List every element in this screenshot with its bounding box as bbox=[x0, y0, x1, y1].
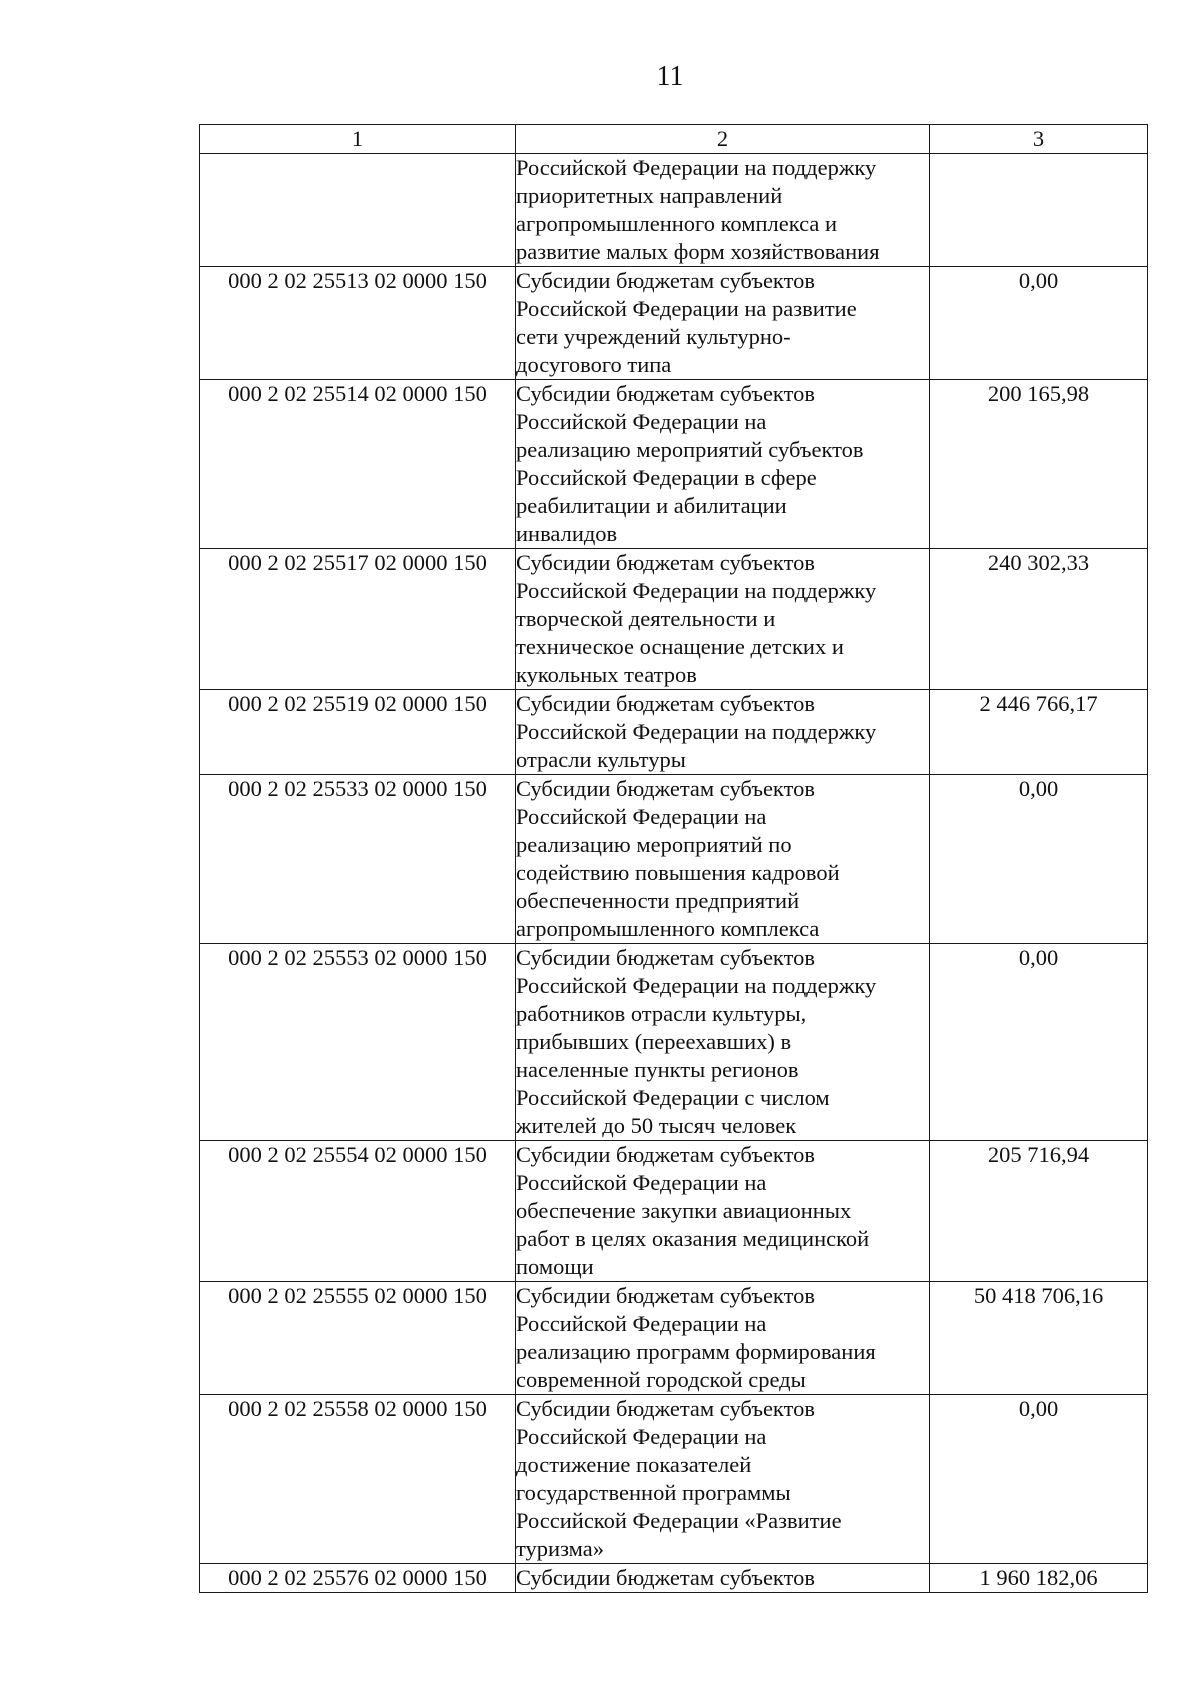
page-number: 11 bbox=[656, 61, 684, 92]
table-row bbox=[200, 1395, 1148, 1564]
description-cell: Субсидии бюджетам субъектов Российской Федерации на поддержку работников отрасли культуры, прибывших (переехавших) в населенные пункты регионов Российской Федерации с числом жителей до 50 тысяч человек bbox=[516, 944, 930, 1141]
amount-cell: 240 302,33 bbox=[930, 549, 1148, 690]
description-cell: Субсидии бюджетам субъектов Российской Федерации на поддержку отрасли культуры bbox=[516, 690, 930, 775]
amount-cell: 2 446 766,17 bbox=[930, 690, 1148, 775]
description-cell: Субсидии бюджетам субъектов bbox=[516, 1564, 930, 1593]
description-cell: Субсидии бюджетам субъектов Российской Федерации на реализацию мероприятий по содействию повышения кадровой обеспеченности предприятий агропромышленного комплекса bbox=[516, 775, 930, 944]
budget-code-cell: 000 2 02 25513 02 0000 150 bbox=[200, 267, 516, 380]
amount-cell: 0,00 bbox=[930, 267, 1148, 380]
amount-cell: 1 960 182,06 bbox=[930, 1564, 1148, 1593]
description-cell: Российской Федерации на поддержку приоритетных направлений агропромышленного комплекса и развитие малых форм хозяйствования bbox=[516, 154, 930, 267]
table-header-row bbox=[200, 125, 1148, 154]
table-row bbox=[200, 690, 1148, 775]
table-body bbox=[200, 154, 1148, 1593]
table-row bbox=[200, 380, 1148, 549]
amount-cell: 0,00 bbox=[930, 1395, 1148, 1564]
budget-code-cell: 000 2 02 25514 02 0000 150 bbox=[200, 380, 516, 549]
table-row bbox=[200, 1564, 1148, 1593]
budget-code-cell: 000 2 02 25553 02 0000 150 bbox=[200, 944, 516, 1141]
amount-cell: 50 418 706,16 bbox=[930, 1282, 1148, 1395]
description-cell: Субсидии бюджетам субъектов Российской Федерации на достижение показателей государственной программы Российской Федерации «Развитие туризма» bbox=[516, 1395, 930, 1564]
table-row bbox=[200, 154, 1148, 267]
amount-cell: 200 165,98 bbox=[930, 380, 1148, 549]
column-header-3: 3 bbox=[930, 125, 1148, 154]
budget-code-cell: 000 2 02 25554 02 0000 150 bbox=[200, 1141, 516, 1282]
table-row bbox=[200, 549, 1148, 690]
description-cell: Субсидии бюджетам субъектов Российской Федерации на развитие сети учреждений культурно- досугового типа bbox=[516, 267, 930, 380]
amount-cell: 0,00 bbox=[930, 944, 1148, 1141]
description-cell: Субсидии бюджетам субъектов Российской Федерации на обеспечение закупки авиационных работ в целях оказания медицинской помощи bbox=[516, 1141, 930, 1282]
description-cell: Субсидии бюджетам субъектов Российской Федерации на реализацию мероприятий субъектов Российской Федерации в сфере реабилитации и абилитации инвалидов bbox=[516, 380, 930, 549]
column-header-2: 2 bbox=[516, 125, 930, 154]
budget-code-cell bbox=[200, 154, 516, 267]
budget-code-cell: 000 2 02 25533 02 0000 150 bbox=[200, 775, 516, 944]
description-cell: Субсидии бюджетам субъектов Российской Федерации на реализацию программ формирования современной городской среды bbox=[516, 1282, 930, 1395]
table-row bbox=[200, 1282, 1148, 1395]
table-row bbox=[200, 267, 1148, 380]
budget-code-cell: 000 2 02 25555 02 0000 150 bbox=[200, 1282, 516, 1395]
amount-cell: 205 716,94 bbox=[930, 1141, 1148, 1282]
column-header-1: 1 bbox=[200, 125, 516, 154]
description-cell: Субсидии бюджетам субъектов Российской Федерации на поддержку творческой деятельности и техническое оснащение детских и кукольных театров bbox=[516, 549, 930, 690]
amount-cell bbox=[930, 154, 1148, 267]
budget-code-cell: 000 2 02 25519 02 0000 150 bbox=[200, 690, 516, 775]
budget-code-cell: 000 2 02 25558 02 0000 150 bbox=[200, 1395, 516, 1564]
table-row bbox=[200, 1141, 1148, 1282]
budget-code-cell: 000 2 02 25517 02 0000 150 bbox=[200, 549, 516, 690]
budget-table bbox=[199, 124, 1148, 1593]
table-row bbox=[200, 775, 1148, 944]
budget-code-cell: 000 2 02 25576 02 0000 150 bbox=[200, 1564, 516, 1593]
amount-cell: 0,00 bbox=[930, 775, 1148, 944]
table-row bbox=[200, 944, 1148, 1141]
